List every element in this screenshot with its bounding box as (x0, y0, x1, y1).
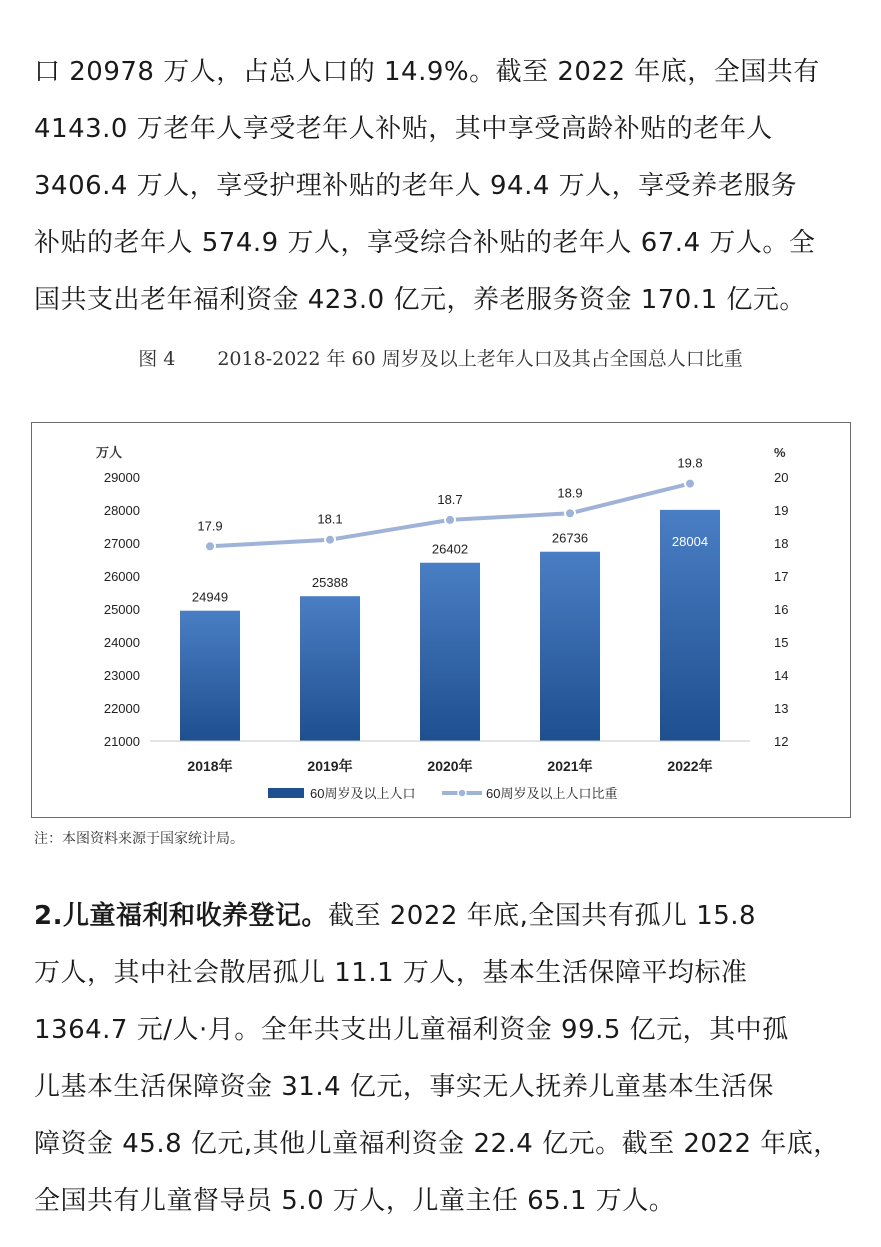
paragraph-text: 截至 2022 年底,全国共有孤儿 15.8 (327, 901, 757, 931)
y2-tick-label: 15 (774, 635, 789, 650)
y2-tick-label: 20 (774, 470, 789, 485)
legend-bar-label: 60周岁及以上人口 (310, 786, 416, 801)
x-tick-label: 2020年 (427, 758, 473, 774)
y2-tick-label: 13 (774, 701, 789, 716)
y-tick-label: 21000 (103, 734, 140, 749)
legend-line-marker (458, 789, 466, 797)
paragraph-line: 口 20978 万人，占总人口的 14.9%。截至 2022 年底，全国共有 (34, 57, 820, 87)
paragraph-line: 1364.7 元/人·月。全年共支出儿童福利资金 99.5 亿元，其中孤 (34, 1015, 789, 1045)
y2-tick-label: 16 (774, 602, 789, 617)
y-tick-label: 27000 (103, 536, 140, 551)
figure-note: 注：本图资料来源于国家统计局。 (34, 831, 244, 847)
y2-tick-label: 12 (774, 734, 789, 749)
intro-paragraph (34, 44, 850, 329)
population-chart (32, 423, 850, 817)
ratio-point (445, 515, 455, 525)
y-tick-label: 26000 (103, 569, 140, 584)
ratio-value-label: 17.9 (197, 518, 223, 534)
bar (180, 611, 240, 741)
y2-tick-label: 17 (774, 569, 789, 584)
y2-tick-label: 19 (774, 503, 789, 518)
legend-bar-swatch (268, 788, 304, 798)
bar (540, 552, 600, 741)
ratio-point (205, 541, 215, 551)
paragraph-line: 4143.0 万老年人享受老年人补贴，其中享受高龄补贴的老年人 (34, 114, 773, 144)
bar-value-label: 24949 (191, 589, 229, 605)
y2-axis-title: % (774, 445, 786, 460)
ratio-point (565, 508, 575, 518)
paragraph-line: 补贴的老年人 574.9 万人，享受综合补贴的老年人 67.4 万人。全 (34, 228, 816, 258)
figure-title: 2018-2022 年 60 周岁及以上老年人口及其占全国总人口比重 (217, 348, 743, 370)
child-welfare-paragraph (34, 888, 850, 1230)
y-tick-label: 25000 (103, 602, 140, 617)
chart-frame (31, 422, 851, 818)
section-heading: 2.儿童福利和收养登记。 (34, 901, 328, 931)
figure-number: 图 4 (138, 348, 176, 370)
ratio-value-label: 18.9 (557, 485, 583, 501)
x-tick-label: 2019年 (307, 758, 353, 774)
y2-tick-label: 14 (774, 668, 789, 683)
paragraph-line (34, 888, 850, 945)
ratio-point (685, 479, 695, 489)
bar (300, 596, 360, 741)
ratio-point (325, 535, 335, 545)
ratio-value-label: 19.8 (677, 455, 703, 471)
bar-value-label: 28004 (671, 533, 709, 549)
y-tick-label: 29000 (103, 470, 140, 485)
paragraph-line: 全国共有儿童督导员 5.0 万人，儿童主任 65.1 万人。 (34, 1186, 676, 1216)
paragraph-line: 3406.4 万人，享受护理补贴的老年人 94.4 万人，享受养老服务 (34, 171, 798, 201)
y-tick-label: 28000 (103, 503, 140, 518)
y2-tick-label: 18 (774, 536, 789, 551)
ratio-value-label: 18.1 (317, 511, 343, 527)
paragraph-line: 万人，其中社会散居孤儿 11.1 万人，基本生活保障平均标准 (34, 958, 748, 988)
y-axis-title: 万人 (96, 445, 123, 460)
figure-caption (0, 344, 881, 371)
paragraph-line: 儿基本生活保障资金 31.4 亿元，事实无人抚养儿童基本生活保 (34, 1072, 774, 1102)
bar-value-label: 26402 (431, 541, 469, 557)
ratio-value-label: 18.7 (437, 491, 463, 507)
bar (420, 563, 480, 741)
x-tick-label: 2018年 (187, 758, 233, 774)
legend-line-label: 60周岁及以上人口比重 (486, 786, 618, 801)
paragraph-line: 国共支出老年福利资金 423.0 亿元，养老服务资金 170.1 亿元。 (34, 285, 806, 315)
bar-value-label: 26736 (551, 530, 589, 546)
x-tick-label: 2021年 (547, 758, 593, 774)
paragraph-line: 障资金 45.8 亿元,其他儿童福利资金 22.4 亿元。截至 2022 年底， (34, 1129, 840, 1159)
bar-value-label: 25388 (311, 575, 349, 591)
y-tick-label: 22000 (103, 701, 140, 716)
x-tick-label: 2022年 (667, 758, 713, 774)
y-tick-label: 24000 (103, 635, 140, 650)
y-tick-label: 23000 (103, 668, 140, 683)
